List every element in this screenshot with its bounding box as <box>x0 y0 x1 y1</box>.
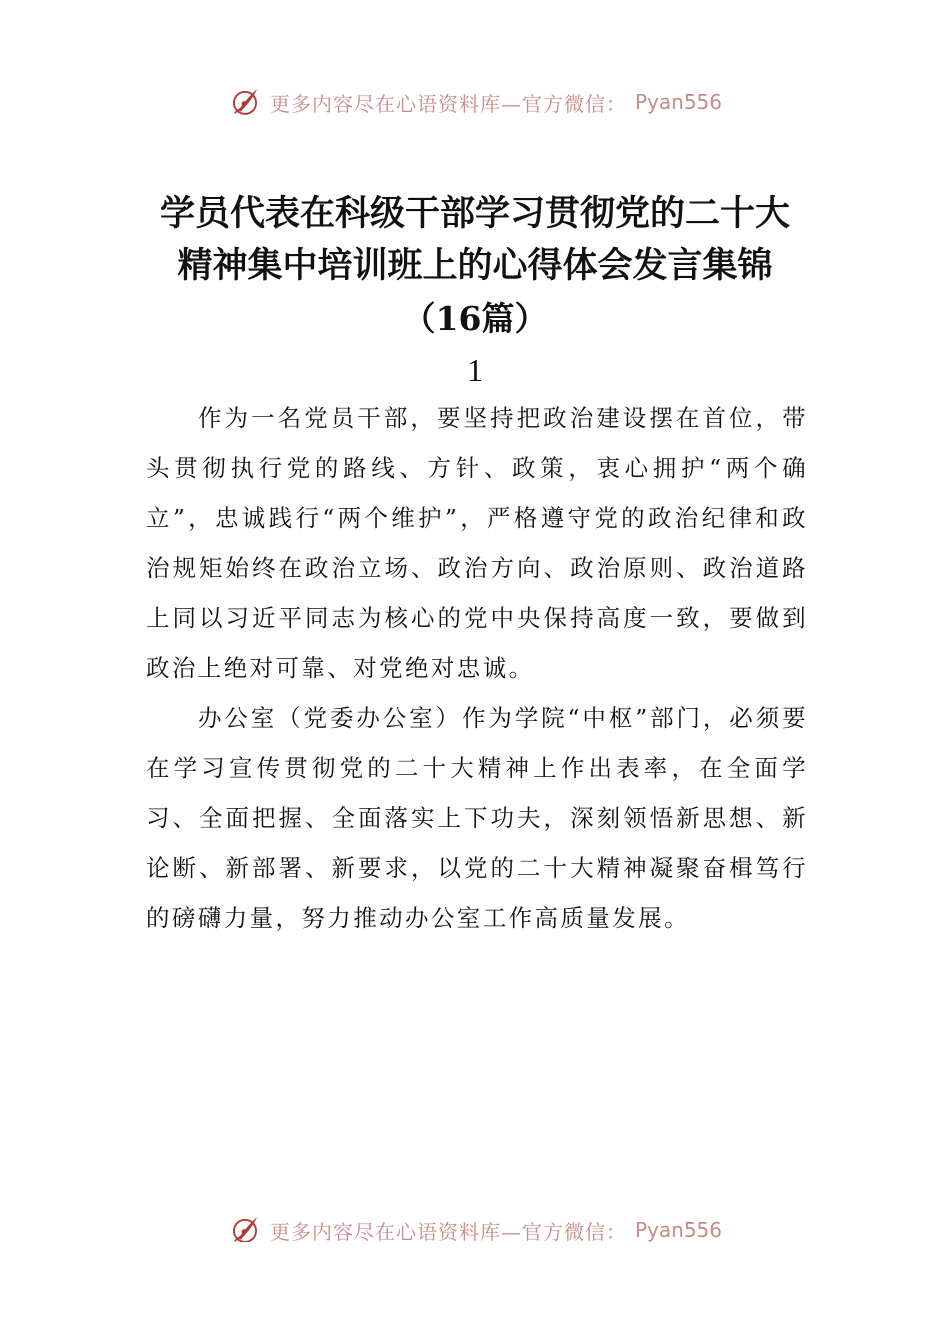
paragraph-2: 办公室（党委办公室）作为学院“中枢”部门，必须要在学习宣传贯彻党的二十大精神上作出表率，在全面学习、全面把握、全面落实上下功夫，深刻领悟新思想、新论断、新部署、新要求，以党的二十大精神凝聚奋楫笃行的磅礴力量，努力推动办公室工作高质量发展。 <box>146 704 808 932</box>
title-line-2: 精神集中培训班上的心得体会发言集锦 <box>177 245 773 286</box>
document-title <box>0 188 950 346</box>
quill-seal-icon <box>228 85 262 119</box>
header-watermark <box>228 85 722 119</box>
header-watermark-banner <box>0 82 950 122</box>
title-line-3: （16篇） <box>402 299 548 338</box>
paragraph-1: 作为一名党员干部，要坚持把政治建设摆在首位，带头贯彻执行党的路线、方针、政策，衷心拥护“两个确立”，忠诚践行“两个维护”，严格遵守党的政治纪律和政治规矩始终在政治立场、政治方向、政治原则、政治道路上同以习近平同志为核心的党中央保持高度一致，要做到政治上绝对可靠、对党绝对忠诚。 <box>146 404 808 682</box>
footer-watermark <box>228 1213 722 1242</box>
document-body <box>146 393 808 943</box>
footer-watermark-banner <box>0 1206 950 1242</box>
banner-wechat-id: Pyan556 <box>634 90 722 114</box>
banner-text: 更多内容尽在心语资料库—官方微信： <box>269 91 627 116</box>
banner-text: 更多内容尽在心语资料库—官方微信： <box>269 1219 627 1242</box>
title-line-1: 学员代表在科级干部学习贯彻党的二十大 <box>159 193 790 234</box>
section-number: 1 <box>467 352 483 388</box>
banner-wechat-id: Pyan556 <box>634 1218 722 1242</box>
quill-seal-icon <box>228 1213 262 1242</box>
